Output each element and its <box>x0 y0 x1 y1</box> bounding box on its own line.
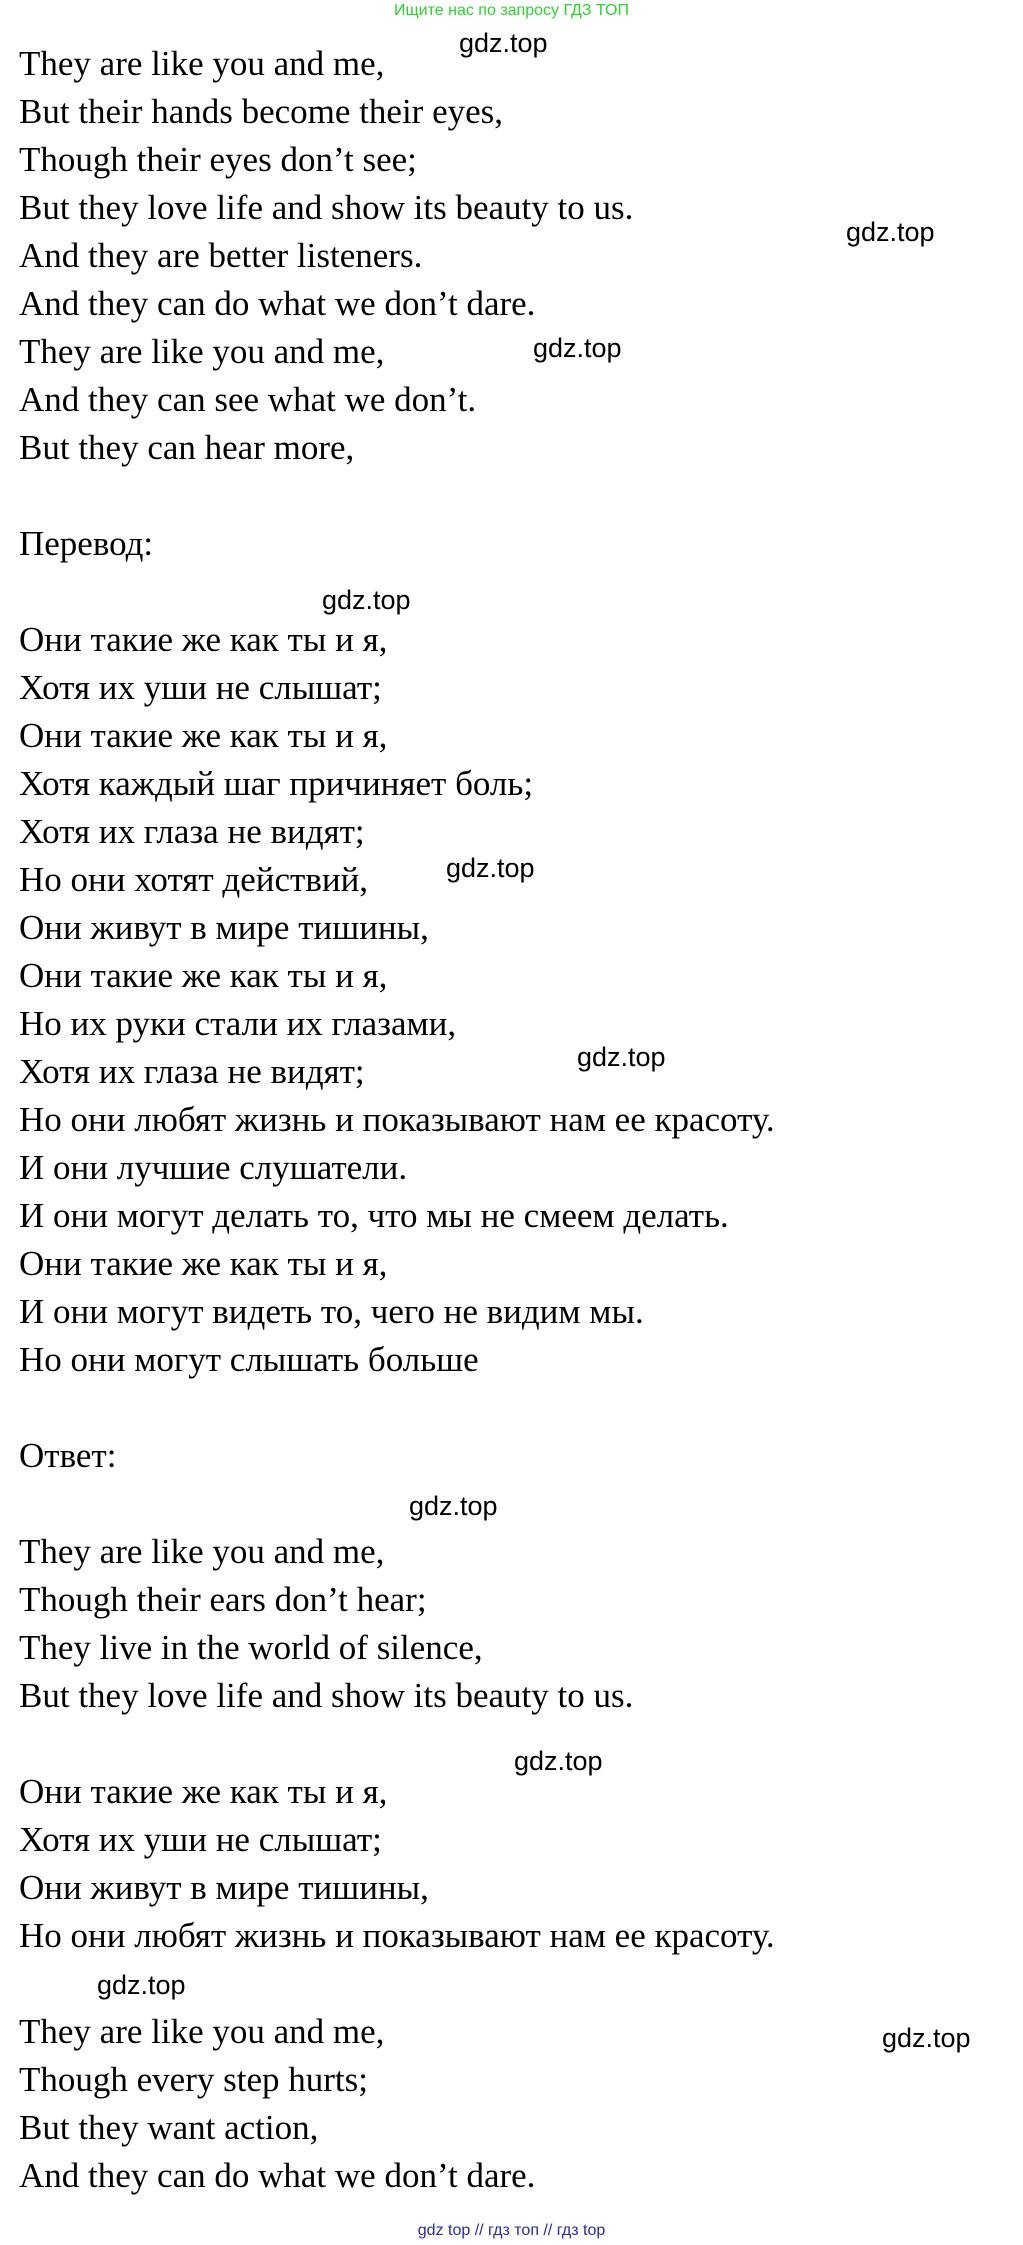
watermark: gdz.top <box>459 28 548 58</box>
translation-line: Но они любят жизнь и показывают нам ее красоту. <box>19 1100 775 1139</box>
translation-line: Они такие же как ты и я, <box>19 1244 388 1283</box>
translation-line: И они могут делать то, что мы не смеем делать. <box>19 1196 729 1235</box>
translation-heading: Перевод: <box>19 524 154 563</box>
translation-line: Хотя каждый шаг причиняет боль; <box>19 764 534 803</box>
watermark: gdz.top <box>409 1491 498 1521</box>
answer-line: Хотя их уши не слышат; <box>19 1820 382 1859</box>
translation-line: Но их руки стали их глазами, <box>19 1004 457 1043</box>
watermark: gdz.top <box>97 1970 186 2000</box>
watermark: gdz.top <box>533 333 622 363</box>
answer-line: They are like you and me, <box>19 1532 385 1571</box>
translation-line: Но они хотят действий, <box>19 860 369 899</box>
answer-heading: Ответ: <box>19 1436 117 1475</box>
answer-line: Though every step hurts; <box>19 2060 368 2099</box>
watermark: gdz.top <box>577 1042 666 1072</box>
top-banner: Ищите нас по запросу ГДЗ ТОП <box>394 2 629 19</box>
translation-line: Они живут в мире тишины, <box>19 908 429 947</box>
watermark: gdz.top <box>322 585 411 615</box>
answer-line: Но они любят жизнь и показывают нам ее красоту. <box>19 1916 775 1955</box>
answer-line: Они живут в мире тишины, <box>19 1868 429 1907</box>
footer: gdz top // гдз топ // гдз top <box>417 2222 606 2239</box>
answer-line: They are like you and me, <box>19 2012 385 2051</box>
translation-line: Хотя их глаза не видят; <box>19 812 365 851</box>
translation-line: Хотя их глаза не видят; <box>19 1052 365 1091</box>
translation-line: Они такие же как ты и я, <box>19 956 388 995</box>
watermark: gdz.top <box>446 853 535 883</box>
translation-line: Но они могут слышать больше <box>19 1340 479 1379</box>
answer-line: They live in the world of silence, <box>19 1628 483 1667</box>
answer-line: But they want action, <box>19 2108 319 2147</box>
answer-line: And they can do what we don’t dare. <box>19 2156 536 2195</box>
answer-line: Они такие же как ты и я, <box>19 1772 388 1811</box>
answer-line: But they love life and show its beauty to us. <box>19 1676 634 1715</box>
poem-line: But they can hear more, <box>19 428 355 467</box>
watermark: gdz.top <box>514 1746 603 1776</box>
answer-line: Though their ears don’t hear; <box>19 1580 427 1619</box>
poem-line: And they can do what we don’t dare. <box>19 284 536 323</box>
poem-line: And they are better listeners. <box>19 236 423 275</box>
watermark: gdz.top <box>882 2023 971 2053</box>
watermark: gdz.top <box>846 217 935 247</box>
translation-line: Они такие же как ты и я, <box>19 716 388 755</box>
translation-line: Хотя их уши не слышат; <box>19 668 382 707</box>
translation-line: Они такие же как ты и я, <box>19 620 388 659</box>
poem-line: They are like you and me, <box>19 332 385 371</box>
poem-line: But they love life and show its beauty to us. <box>19 188 634 227</box>
translation-line: И они могут видеть то, чего не видим мы. <box>19 1292 644 1331</box>
poem-line: Though their eyes don’t see; <box>19 140 417 179</box>
poem-line: And they can see what we don’t. <box>19 380 477 419</box>
poem-line: They are like you and me, <box>19 44 385 83</box>
translation-line: И они лучшие слушатели. <box>19 1148 408 1187</box>
poem-line: But their hands become their eyes, <box>19 92 504 131</box>
